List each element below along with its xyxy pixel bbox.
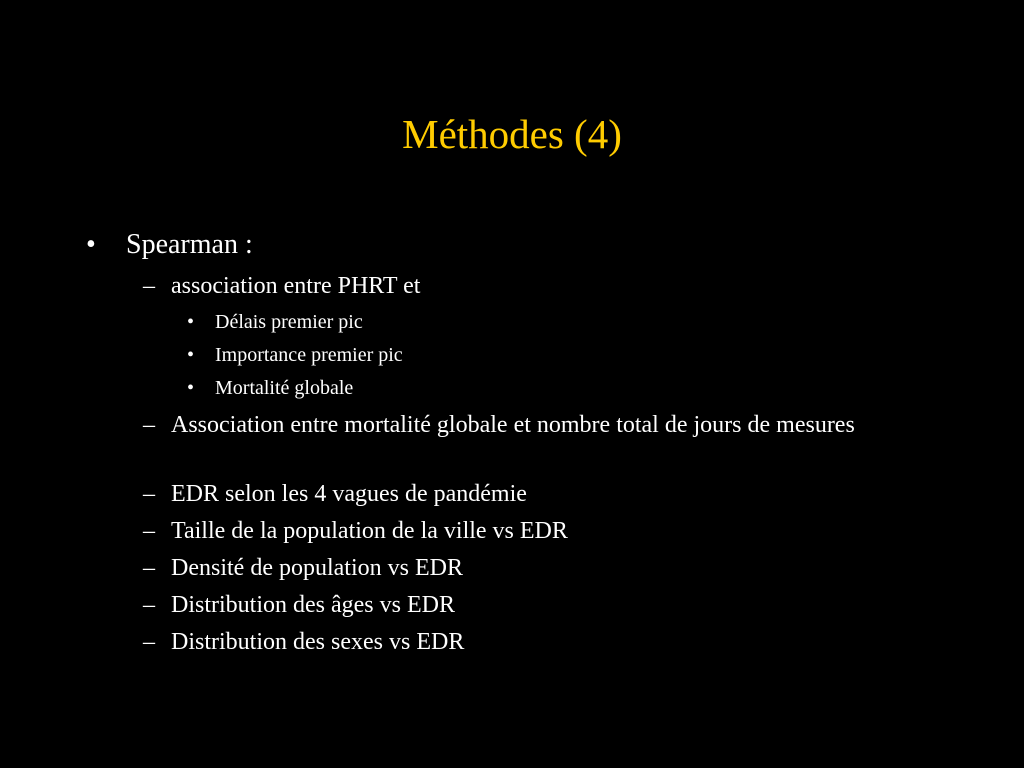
dash-marker: – (143, 555, 155, 581)
sub-bullet-marker: • (187, 311, 195, 333)
bullet-spearman: Spearman : (126, 229, 253, 260)
dash-marker: – (143, 481, 155, 507)
list-item-association-phrt: association entre PHRT et (171, 273, 421, 299)
dash-marker: – (143, 273, 155, 299)
bullet-marker: • (86, 229, 96, 260)
sub-item-delais-premier-pic: Délais premier pic (215, 311, 363, 333)
dash-marker: – (143, 629, 155, 655)
sub-item-mortalite-globale: Mortalité globale (215, 377, 354, 399)
dash-marker: – (143, 412, 155, 438)
sub-item-importance-premier-pic: Importance premier pic (215, 344, 403, 366)
list-item-densite-population: Densité de population vs EDR (171, 555, 463, 581)
slide-title: Méthodes (4) (402, 111, 622, 157)
sub-bullet-marker: • (187, 377, 195, 399)
dash-marker: – (143, 592, 155, 618)
sub-bullet-marker: • (187, 344, 195, 366)
list-item-distribution-ages: Distribution des âges vs EDR (171, 592, 455, 618)
dash-marker: – (143, 518, 155, 544)
list-item-taille-population: Taille de la population de la ville vs EDR (171, 518, 568, 544)
list-item-edr-vagues: EDR selon les 4 vagues de pandémie (171, 481, 527, 507)
list-item-distribution-sexes: Distribution des sexes vs EDR (171, 629, 465, 655)
list-item-association-mortalite: Association entre mortalité globale et nombre total de jours de mesures (171, 412, 855, 438)
